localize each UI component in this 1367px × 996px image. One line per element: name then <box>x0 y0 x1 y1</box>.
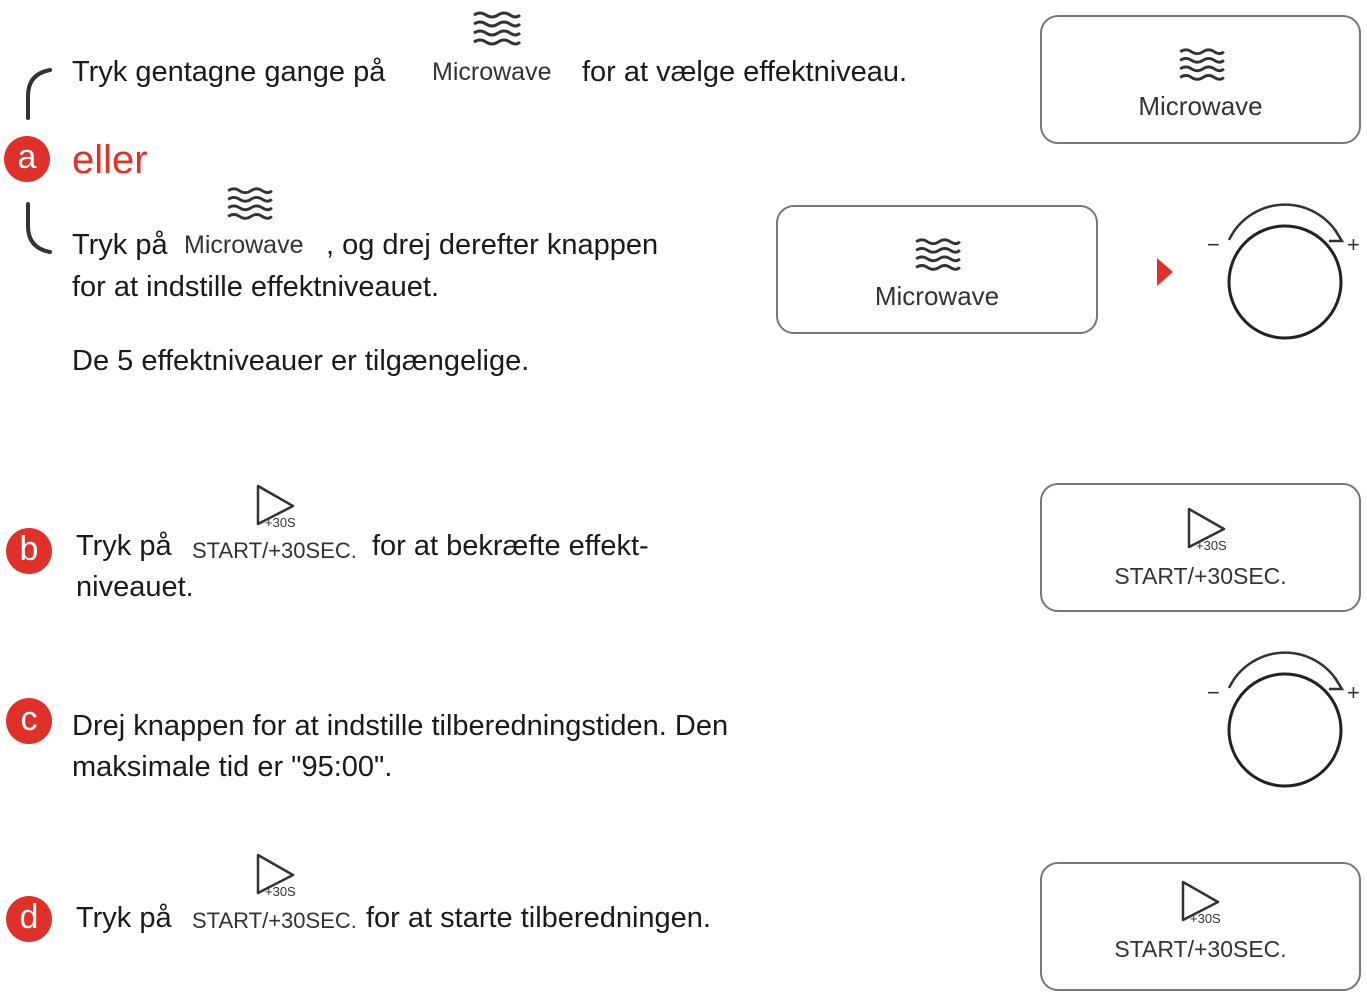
step-a-line3-text: for at indstille effektniveauet. <box>72 271 440 303</box>
dial-minus-label: − <box>1207 232 1220 257</box>
dial-plus-label: + <box>1347 680 1360 705</box>
step-d-start-inline-label: START/+30SEC. <box>192 908 357 933</box>
step-a-line1-text: Tryk gentagne gange på <box>72 56 386 88</box>
step-c-line2-text: maksimale tid er "95:00". <box>72 751 393 783</box>
step-b-badge: b <box>6 528 52 574</box>
step-a-microwave-inline-label: Microwave <box>432 58 552 86</box>
step-a-line1-after: for at vælge effektniveau. <box>582 56 908 88</box>
start-play-icon <box>255 853 305 899</box>
microwave-waves-icon <box>226 186 274 224</box>
step-a-badge: a <box>4 136 50 182</box>
microwave-waves-icon <box>914 237 962 275</box>
step-b-line1-after: for at bekræfte effekt- <box>372 530 649 562</box>
start-play-icon <box>1180 880 1230 926</box>
microwave-button-label: Microwave <box>874 281 1000 311</box>
start-button-label: START/+30SEC. <box>1114 936 1287 962</box>
start-icon-text: +30S <box>1196 538 1227 553</box>
step-d-line1-after: for at starte tilberedningen. <box>366 902 711 934</box>
start-button-panel-2[interactable] <box>1040 862 1361 991</box>
microwave-waves-icon <box>1178 47 1226 85</box>
rotary-dial-2[interactable] <box>1205 658 1365 793</box>
microwave-button-label: Microwave <box>1138 91 1263 121</box>
start-play-icon <box>1186 507 1236 553</box>
start-icon-text: +30S <box>265 515 296 530</box>
step-a-line2-after: , og drej derefter knappen <box>326 229 659 261</box>
step-c-badge: c <box>6 698 52 744</box>
step-b-line2-text: niveauet. <box>76 571 194 603</box>
step-a-line4-text: De 5 effektniveauer er tilgængelige. <box>72 345 530 377</box>
or-label: eller <box>72 138 148 182</box>
step-c-line1-text: Drej knappen for at indstille tilberedningstiden. Den <box>72 710 729 742</box>
step-d-badge: d <box>6 896 52 942</box>
dial-plus-label: + <box>1347 232 1360 257</box>
step-a-microwave-inline-label-2: Microwave <box>184 231 304 259</box>
step-b-line1-text: Tryk på <box>76 530 172 562</box>
start-button-panel[interactable] <box>1040 483 1361 612</box>
step-b-start-inline-label: START/+30SEC. <box>192 538 357 563</box>
start-icon-text: +30S <box>265 884 296 899</box>
start-play-icon <box>255 484 305 530</box>
start-button-label: START/+30SEC. <box>1114 563 1287 589</box>
start-icon-text: +30S <box>1190 911 1221 926</box>
rotary-dial[interactable] <box>1205 210 1365 345</box>
microwave-button-panel-2[interactable] <box>776 205 1098 334</box>
microwave-button-panel[interactable] <box>1040 15 1361 144</box>
dial-minus-label: − <box>1207 680 1220 705</box>
step-a-line2-text: Tryk på <box>72 229 168 261</box>
arrow-right-icon <box>1155 258 1175 286</box>
step-d-line1-text: Tryk på <box>76 902 172 934</box>
microwave-waves-icon <box>472 10 522 50</box>
